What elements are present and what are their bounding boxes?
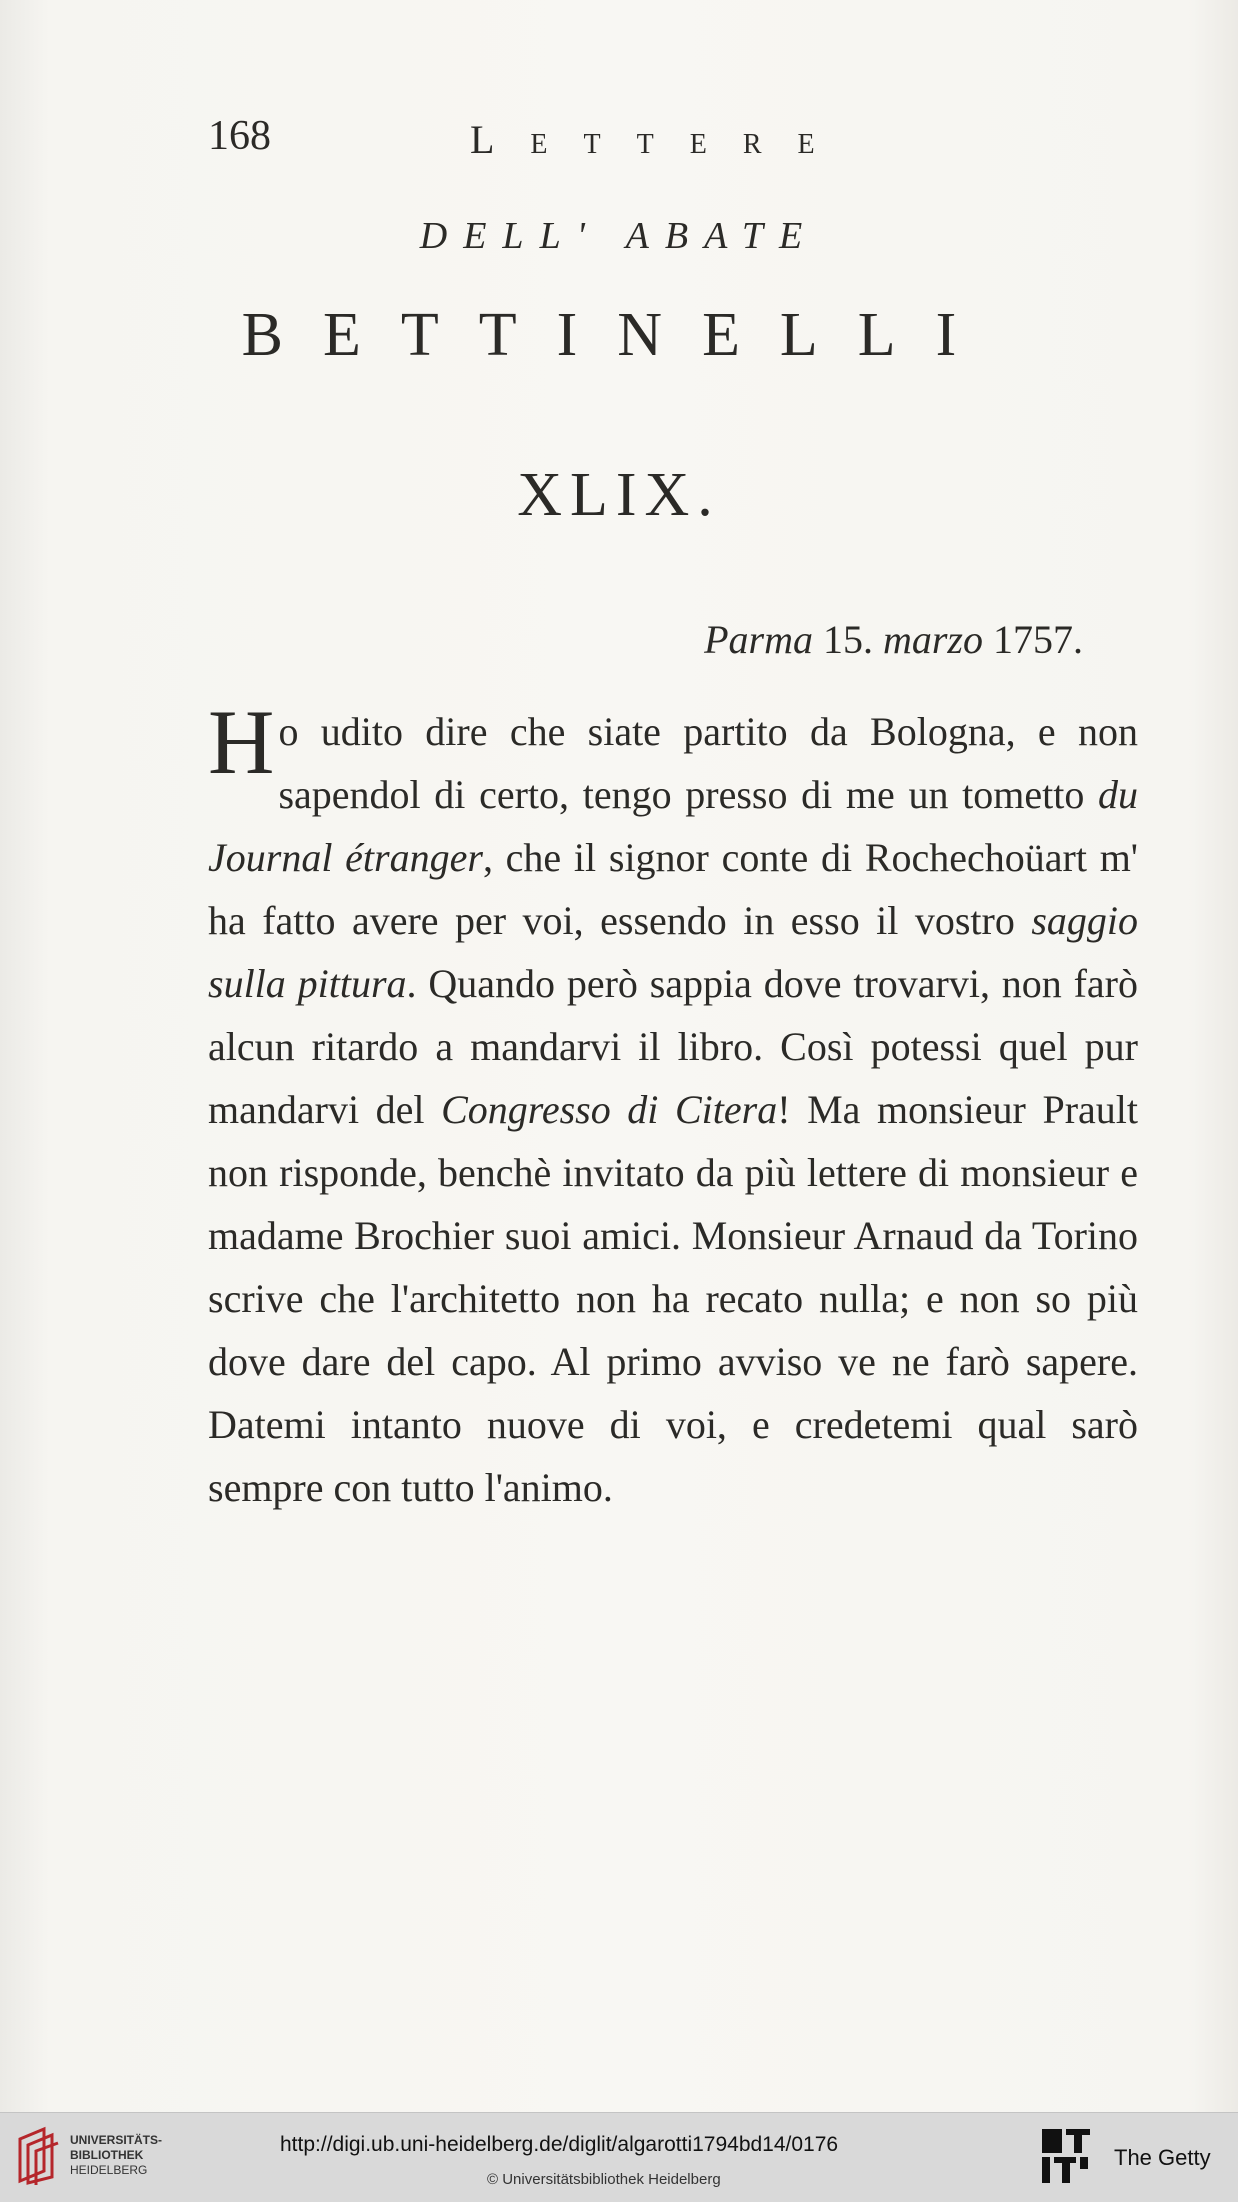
subtitle: DELL' ABATE bbox=[419, 215, 819, 257]
dateline-month: marzo bbox=[882, 617, 983, 662]
dateline-place: Parma bbox=[704, 617, 813, 662]
logo-block bbox=[1066, 2129, 1090, 2135]
logo-block bbox=[1054, 2157, 1076, 2163]
getty-logo-icon[interactable] bbox=[1040, 2127, 1092, 2187]
author-name: BETTINELLI bbox=[241, 301, 997, 369]
logo-block bbox=[1074, 2135, 1082, 2153]
body-italic-title: du Journal étranger bbox=[208, 772, 1138, 880]
letter-number: XLIX. bbox=[517, 461, 721, 529]
logo-block bbox=[1042, 2129, 1062, 2153]
library-name bbox=[70, 2133, 162, 2178]
university-logo-icon[interactable] bbox=[14, 2125, 60, 2187]
copyright-notice: © Universitätsbibliothek Heidelberg bbox=[487, 2171, 721, 2188]
body-italic-title: Congresso di Citera bbox=[441, 1087, 778, 1132]
logo-block bbox=[1042, 2157, 1050, 2183]
body-segment: ! Ma monsieur Prault non risponde, benchè invitato da più lettere di monsieur e madame Brochier suoi amici. Monsieur Arnaud da Torino scrive che l'architetto non ha recato nulla; e non so più dove dare del capo. Al primo avviso ve ne farò sapere. Datemi intanto nuove di voi, e credetemi qual sarò sempre con tutto l'animo. bbox=[208, 1087, 1138, 1510]
page-number: 168 bbox=[208, 113, 271, 159]
page-header bbox=[208, 112, 908, 172]
running-title: Lettere bbox=[470, 117, 851, 162]
library-name-line: HEIDELBERG bbox=[70, 2163, 148, 2177]
body-segment: . Quando però sappia dove trovarvi, non farò alcun ritardo a mandarvi il libro. Così potessi quel pur mandarvi del bbox=[208, 961, 1138, 1132]
library-name-line: BIBLIOTHEK bbox=[70, 2148, 144, 2162]
body-italic-title: saggio sulla pittura bbox=[208, 898, 1138, 1006]
logo-stroke bbox=[20, 2129, 44, 2181]
dateline-day: 15. bbox=[822, 617, 873, 662]
body-segment: o udito dire che siate partito da Bologna, e non sapendol di certo, tengo presso di me un tometto bbox=[278, 709, 1138, 817]
partner-name: The Getty bbox=[1114, 2145, 1211, 2170]
logo-block bbox=[1080, 2157, 1088, 2169]
viewer-footer bbox=[0, 2112, 1238, 2202]
body-segment: , che il signor conte di Rochechoüart m' ha fatto avere per voi, essendo in esso il vostro bbox=[208, 835, 1139, 943]
dateline-year: 1757. bbox=[993, 617, 1083, 662]
dateline bbox=[704, 616, 1083, 663]
library-name-line: UNIVERSITÄTS- bbox=[70, 2133, 163, 2147]
drop-cap: H bbox=[208, 691, 275, 793]
permalink-url[interactable]: http://digi.ub.uni-heidelberg.de/diglit/algarotti1794bd14/0176 bbox=[280, 2133, 839, 2156]
letter-body bbox=[208, 691, 1139, 1519]
logo-block bbox=[1062, 2163, 1070, 2183]
